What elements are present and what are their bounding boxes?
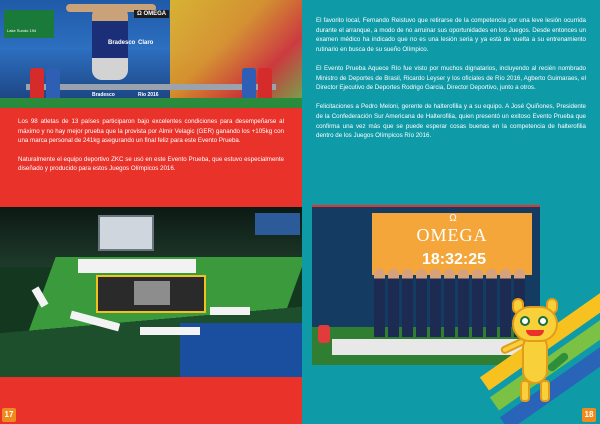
dignitary: [486, 269, 497, 337]
dignitary: [388, 269, 399, 337]
arena-screen: [98, 215, 154, 251]
paragraph: Felicitaciones a Pedro Meloni, gerente de halterofilia y a su equipo. A José Quiñones, Presidente de la Confederación Sur Americana de Halterofilia, quien presentó un exitoso Evento Prueba que confirma una vez más que se puede esperar cosas buenas en la competencia de halterofilia dentro de los Juegos Olímpicos Río 2016.: [316, 103, 586, 140]
barbell: [26, 84, 276, 90]
page-number-left: 17: [2, 408, 16, 422]
omega-brand: OMEGA: [416, 225, 488, 245]
mascot-eye: [520, 316, 530, 326]
paragraph: Los 98 atletas de 13 países participaron bajo excelentes condiciones para desempeñarse al máximo y no hay mejor prueba que la provista por Almir Velagic (GER) ganando los +105kg con una marca personal de 241kg asegurando un final feliz para este Evento Prueba.: [18, 118, 284, 145]
vinicius-mascot-illustration: [500, 298, 566, 408]
claro-sponsor: Claro: [138, 40, 154, 46]
dignitary: [374, 269, 385, 337]
left-article-text: [18, 117, 284, 183]
weight-plates: [318, 325, 330, 343]
bradesco-banner: Bradesco: [92, 92, 115, 98]
arena-photo: [0, 207, 302, 377]
mascot-eye: [538, 316, 548, 326]
weightlifter-photo: [0, 0, 302, 108]
screen-clock: 18:32:25: [421, 251, 487, 268]
paragraph: Naturalmente el equipo deportivo ZKC se usó en este Evento Prueba, que estuvo especialmente diseñado y producido para estos Juegos Olímpicos 2016.: [18, 155, 284, 173]
mascot-leg: [520, 380, 530, 402]
platform-center: [134, 281, 170, 305]
dignitary: [416, 269, 427, 337]
paragraph: El Evento Prueba Aquece Río fue visto por muchos dignatarios, incluyendo al recién nombrado Ministro de Deportes de Brasil, Ricardo Leyser y los oficiales de Río 2016, Agberto Guimaraes, el Director Ejecutivo de Deportes Rodrigo Garcia, Director Deportivo, junto a otros.: [316, 64, 586, 92]
arena-banner: [78, 259, 196, 273]
right-article-text: [316, 16, 586, 150]
judges-desk: [140, 327, 200, 335]
rio-banner: Rio 2016: [138, 92, 159, 98]
mascot-leg: [540, 380, 550, 402]
omega-sponsor: Ω OMEGA: [134, 10, 169, 18]
mascot-head: [512, 306, 558, 342]
dignitary: [444, 269, 455, 337]
dignitary: [458, 269, 469, 337]
platform-floor: [0, 98, 302, 108]
dignitary: [430, 269, 441, 337]
scoreboard-text: Lake Sundo 194: [7, 28, 37, 33]
rio-decor-stripe: [170, 0, 302, 108]
paragraph: El favorito local, Fernando Reistuvo que retirarse de la competencia por una leve lesión ocurrida durante el arranque, a modo de no arruinar sus oportunidades en los Juegos. Desde entonces un examen médico ha indicado que no es una lesión seria y ya está de vuelta a su entrenamiento rutinario en busca de su sueño Olímpico.: [316, 17, 586, 53]
omega-logo-icon: Ω: [449, 213, 457, 224]
scoreboard: [4, 10, 54, 38]
arena-screen: [255, 213, 300, 235]
dignitary: [402, 269, 413, 337]
judges-desk: [210, 307, 250, 315]
dignitary: [472, 269, 483, 337]
page-number-right: 18: [582, 408, 596, 422]
bradesco-sponsor: Bradesco: [108, 40, 136, 46]
